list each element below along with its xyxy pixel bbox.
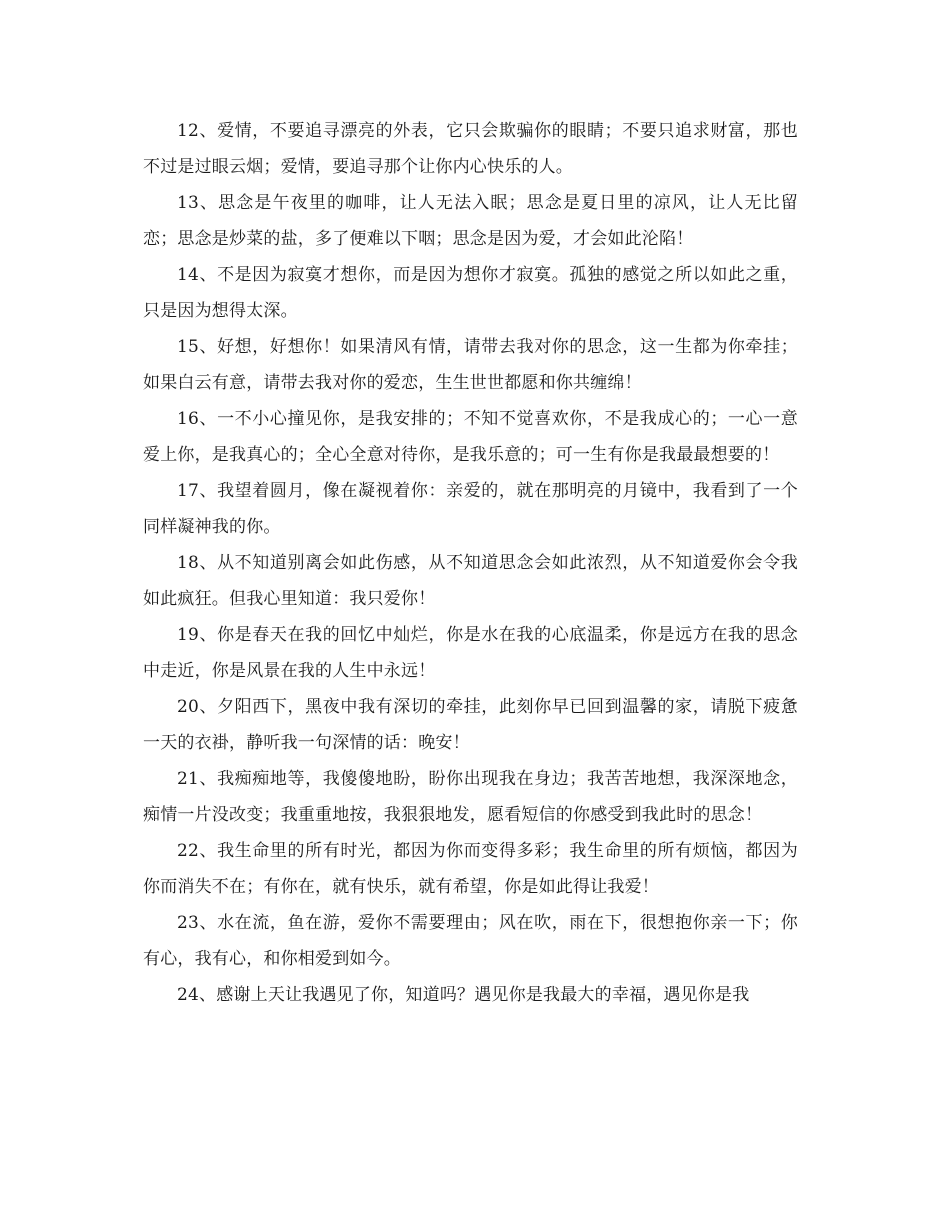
paragraph-19: 19、你是春天在我的回忆中灿烂，你是水在我的心底温柔，你是远方在我的思念中走近，你是风景在我的人生中永远！ (143, 625, 798, 681)
paragraph-23: 23、水在流，鱼在游，爱你不需要理由；风在吹，雨在下，很想抱你亲一下；你有心，我有心，和你相爱到如今。 (143, 913, 798, 969)
paragraph-20: 20、夕阳西下，黑夜中我有深切的牵挂，此刻你早已回到温馨的家，请脱下疲惫一天的衣褂，静听我一句深情的话：晚安！ (143, 697, 798, 753)
paragraph-16: 16、一不小心撞见你，是我安排的；不知不觉喜欢你，不是我成心的；一心一意爱上你，是我真心的；全心全意对待你，是我乐意的；可一生有你是我最最想要的！ (143, 409, 798, 465)
paragraph-13: 13、思念是午夜里的咖啡，让人无法入眠；思念是夏日里的凉风，让人无比留恋；思念是炒菜的盐，多了便难以下咽；思念是因为爱，才会如此沦陷！ (143, 193, 798, 249)
paragraph-21: 21、我痴痴地等，我傻傻地盼，盼你出现我在身边；我苦苦地想，我深深地念，痴情一片没改变；我重重地按，我狠狠地发，愿看短信的你感受到我此时的思念！ (143, 769, 798, 825)
paragraph-24: 24、感谢上天让我遇见了你，知道吗？遇见你是我最大的幸福，遇见你是我 (177, 985, 750, 1005)
paragraph-22: 22、我生命里的所有时光，都因为你而变得多彩；我生命里的所有烦恼，都因为你而消失不在；有你在，就有快乐，就有希望，你是如此得让我爱！ (143, 841, 798, 897)
paragraph-17: 17、我望着圆月，像在凝视着你：亲爱的，就在那明亮的月镜中，我看到了一个同样凝神我的你。 (143, 481, 798, 537)
paragraph-15: 15、好想，好想你！如果清风有情，请带去我对你的思念，这一生都为你牵挂；如果白云有意，请带去我对你的爱恋，生生世世都愿和你共缠绵！ (143, 337, 798, 393)
paragraph-18: 18、从不知道别离会如此伤感，从不知道思念会如此浓烈，从不知道爱你会令我如此疯狂。但我心里知道：我只爱你！ (143, 553, 798, 609)
document-body (143, 113, 798, 1013)
paragraph-12: 12、爱情，不要追寻漂亮的外表，它只会欺骗你的眼睛；不要只追求财富，那也不过是过眼云烟；爱情，要追寻那个让你内心快乐的人。 (143, 121, 798, 177)
paragraph-14: 14、不是因为寂寞才想你，而是因为想你才寂寞。孤独的感觉之所以如此之重，只是因为想得太深。 (143, 265, 798, 321)
